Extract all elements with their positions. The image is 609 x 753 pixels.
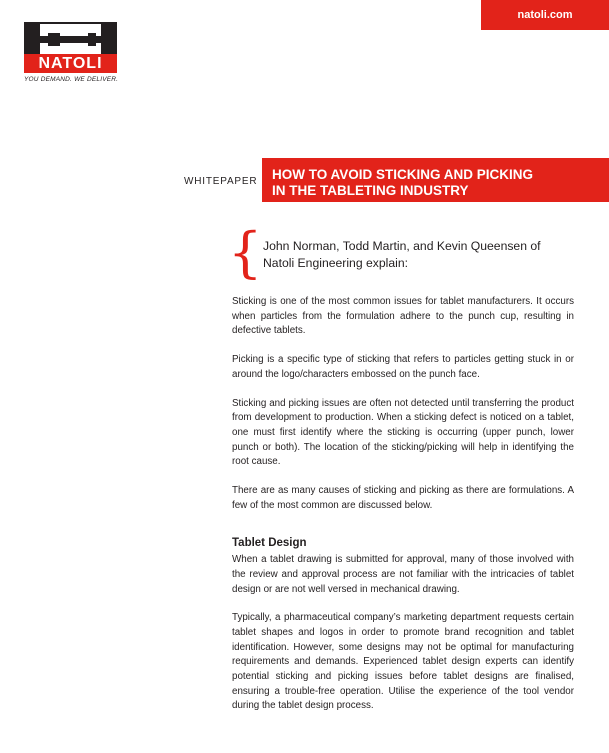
article-body [232, 295, 574, 728]
logo-name: NATOLI [24, 54, 117, 73]
body-paragraph: Sticking and picking issues are often not detected until transferring the product from development to production. When a sticking defect is noticed on a tablet, one must first identify where the sticking is occurring (upper punch, lower punch or both). The location of the sticking/picking will help in identifying the root cause. [232, 397, 574, 468]
title-banner [262, 158, 609, 202]
section-heading: Tablet Design [232, 537, 307, 550]
body-paragraph: Sticking is one of the most common issues for tablet manufacturers. It occurs when particles from the formulation adhere to the punch cup, resulting in defective tablets. [232, 296, 574, 337]
logo-tagline: YOU DEMAND. WE DELIVER. [24, 76, 119, 83]
title-line-2: IN THE TABLETING INDUSTRY [272, 183, 469, 198]
body-paragraph: There are as many causes of sticking and picking as there are formulations. A few of the most common are discussed below. [232, 485, 574, 511]
title-line-1: HOW TO AVOID STICKING AND PICKING [272, 167, 534, 182]
intro-text: John Norman, Todd Martin, and Kevin Queensen of Natoli Engineering explain: [263, 239, 541, 270]
document-type-label: WHITEPAPER [184, 176, 258, 187]
body-paragraph: Picking is a specific type of sticking that refers to particles getting stuck in or around the logo/characters embossed on the punch face. [232, 354, 574, 380]
section-paragraph: Typically, a pharmaceutical company’s marketing department requests certain tablet shapes and logos in order to promote brand recognition and tablet identification. However, some designs may not be optimal for manufacturing requirements and demands. Experienced tablet design experts can identify potential sticking and picking issues before tablet designs are finalised, ensuring a trouble-free operation. Utilise the experience of the tool vendor during the tablet design process. [232, 612, 574, 712]
site-link[interactable]: natoli.com [481, 0, 609, 30]
natoli-logo[interactable] [24, 22, 119, 83]
brace-quote-icon: { [228, 221, 263, 284]
logo-mark [24, 22, 117, 73]
section-paragraph: When a tablet drawing is submitted for approval, many of those involved with the review and approval process are not familiar with the intricacies of tablet design or are not well versed in mechanical drawing. [232, 554, 574, 595]
